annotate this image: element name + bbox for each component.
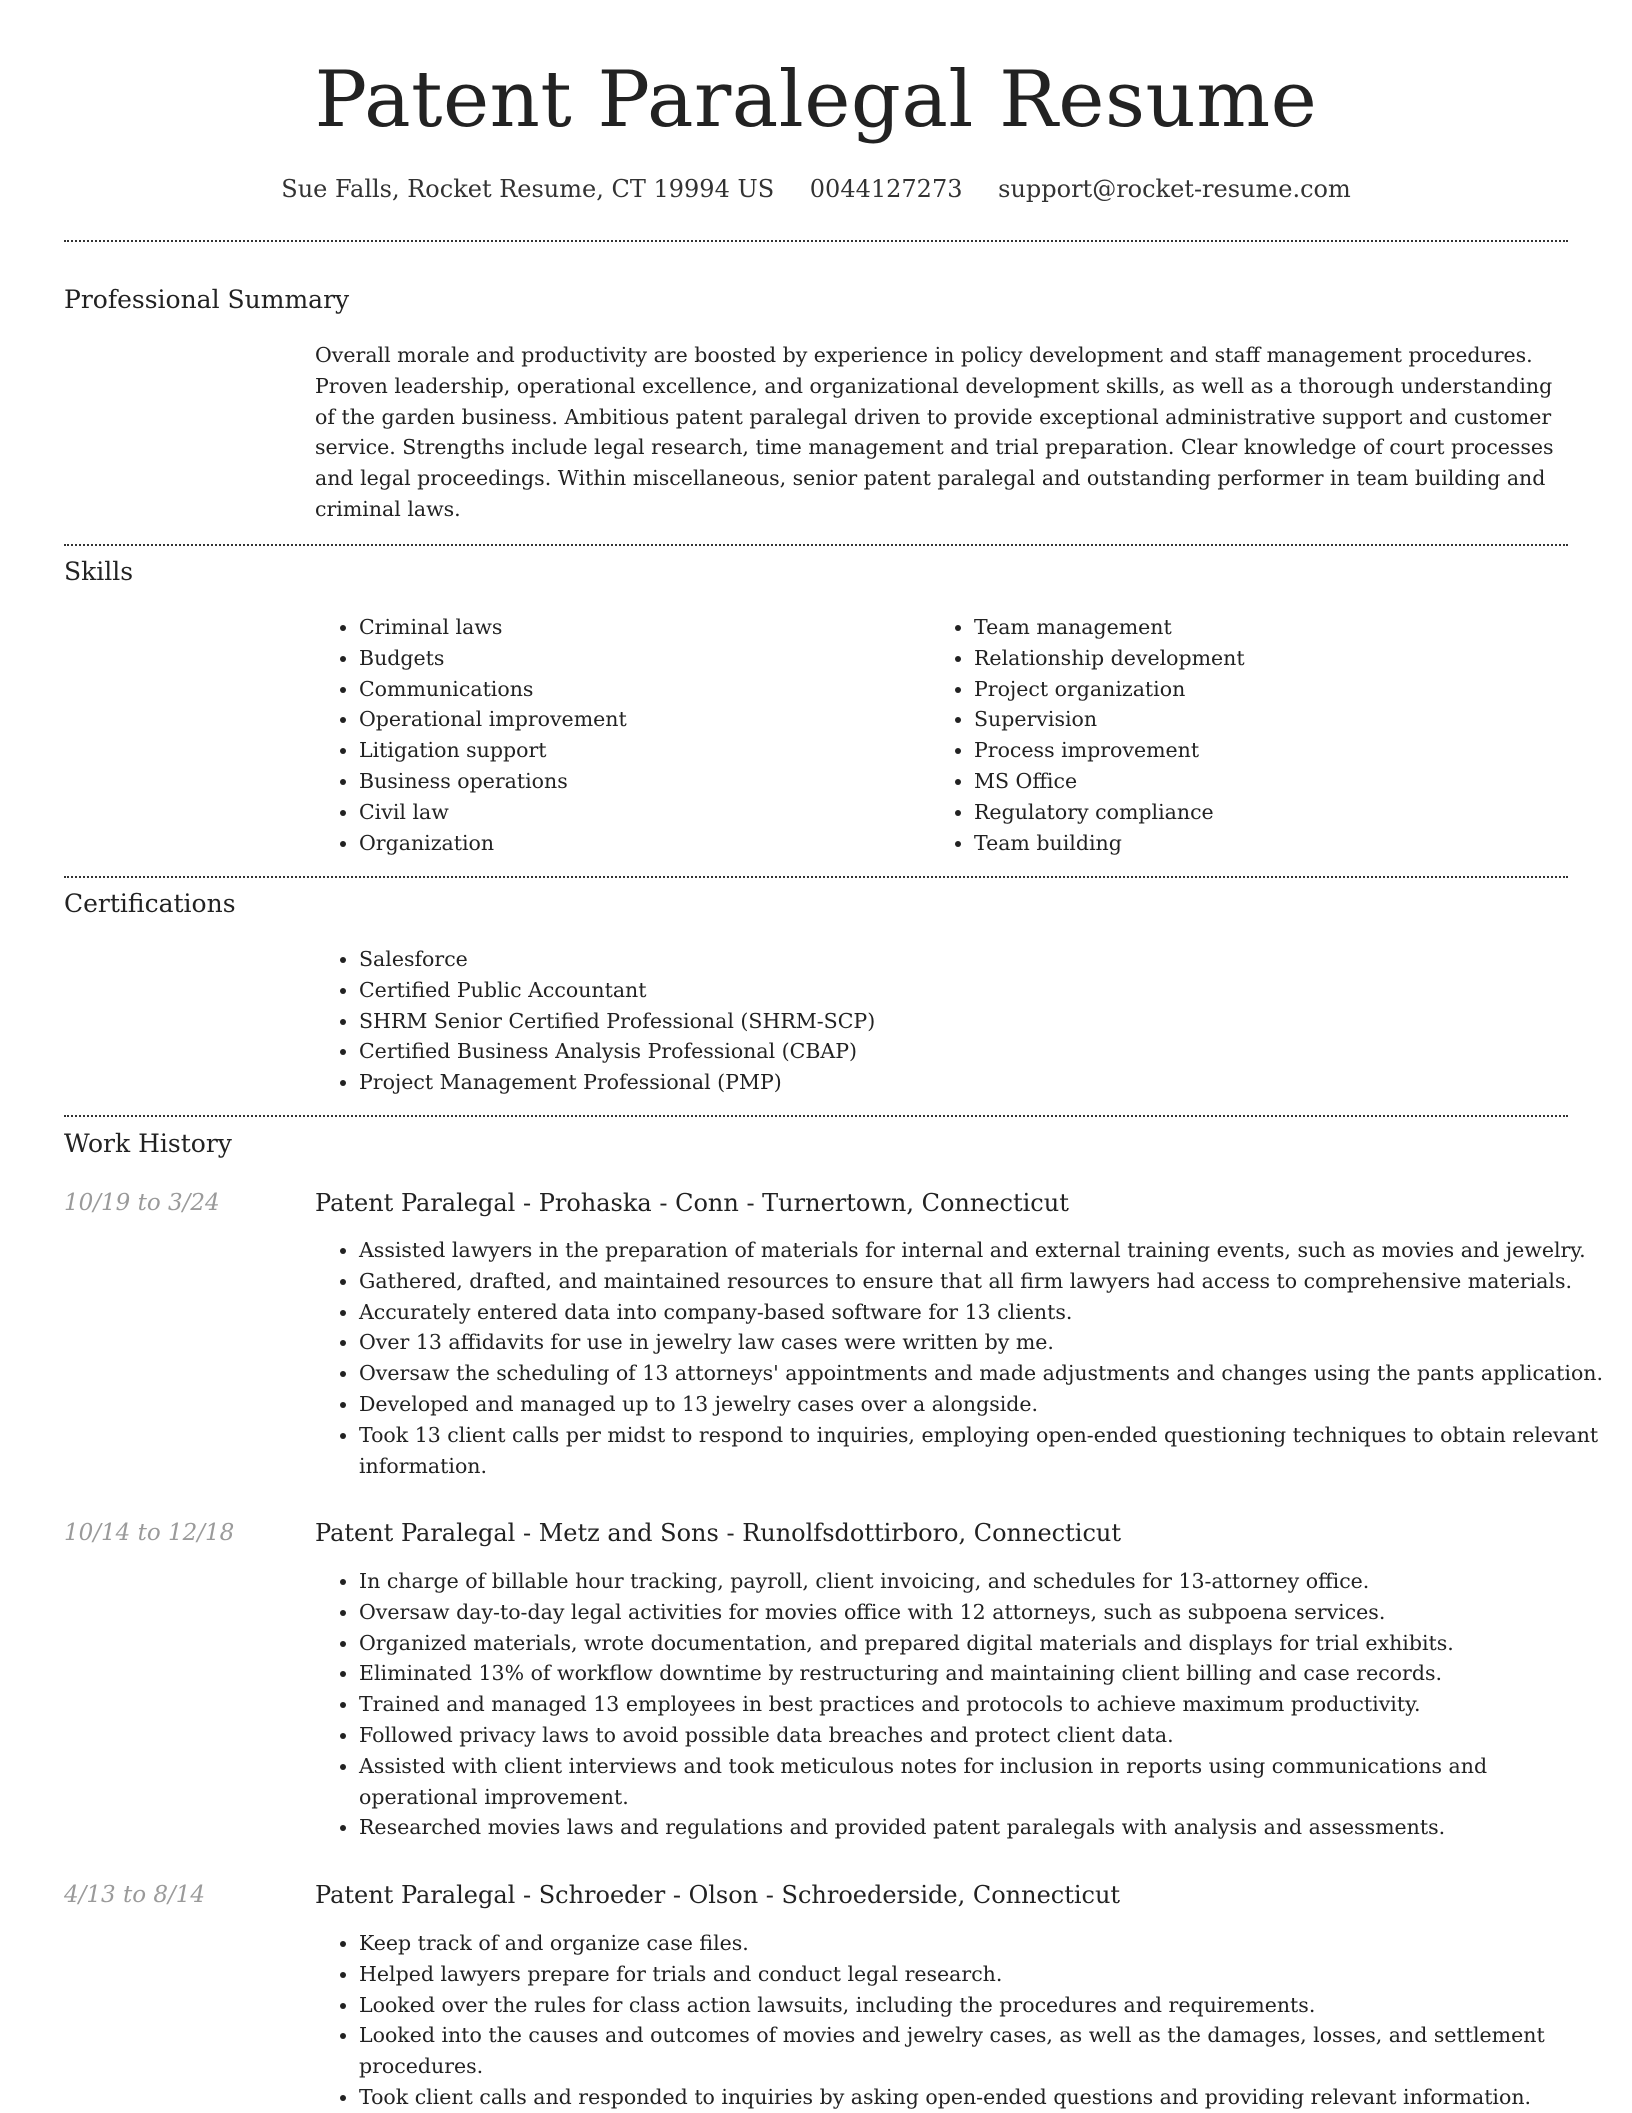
skill-item: • Operational improvement	[359, 704, 929, 735]
contact-phone: 0044127273	[809, 175, 963, 203]
job-title: Patent Paralegal - Schroeder - Olson - Schroederside, Connecticut	[315, 1881, 1121, 1909]
skill-item: • Team management	[974, 612, 1574, 643]
job-bullet: • Took 13 client calls per midst to respond to inquiries, employing open-ended questioning techniques to obtain relevant information.	[359, 1420, 1612, 1482]
job-bullet: • Keep track of and organize case files.	[359, 1928, 1612, 1959]
certification-item: • Project Management Professional (PMP)	[359, 1067, 1612, 1098]
skill-item: • Project organization	[974, 674, 1574, 705]
job-title: Patent Paralegal - Metz and Sons - Runolfsdottirboro, Connecticut	[315, 1519, 1121, 1547]
skill-item: • Process improvement	[974, 735, 1574, 766]
section-heading-skills: Skills	[64, 557, 134, 586]
skill-item: • Organization	[359, 828, 929, 859]
job-dates: 4/13 to 8/14	[64, 1882, 206, 1908]
job-bullet: • Developed and managed up to 13 jewelry cases over a alongside.	[359, 1389, 1612, 1420]
section-heading-summary: Professional Summary	[64, 285, 350, 314]
job-bullets	[315, 1235, 1612, 1481]
job-bullets	[315, 1928, 1612, 2113]
job-bullet: • Eliminated 13% of workflow downtime by restructuring and maintaining client billing and case records.	[359, 1658, 1612, 1689]
job-bullet: • Over 13 affidavits for use in jewelry law cases were written by me.	[359, 1327, 1612, 1358]
skills-list-right	[930, 612, 1574, 858]
contact-address: Sue Falls, Rocket Resume, CT 19994 US	[281, 175, 775, 203]
divider	[64, 876, 1568, 878]
divider	[64, 544, 1568, 546]
certification-item: • Certified Business Analysis Professional (CBAP)	[359, 1036, 1612, 1067]
divider	[64, 1115, 1568, 1117]
job-bullet: • Oversaw day-to-day legal activities for movies office with 12 attorneys, such as subpoena services.	[359, 1597, 1612, 1628]
job-bullet: • Oversaw the scheduling of 13 attorneys' appointments and made adjustments and changes using the pants application.	[359, 1358, 1612, 1389]
summary-text: Overall morale and productivity are boosted by experience in policy development and staff management procedures. Proven leadership, operational excellence, and organizational development skills, as well as a thorough understanding of the garden business. Ambitious patent paralegal driven to provide exceptional administrative support and customer service. Strengths include legal research, time management and trial preparation. Clear knowledge of court processes and legal proceedings. Within miscellaneous, senior patent paralegal and outstanding performer in team building and criminal laws.	[315, 343, 1554, 521]
skill-item: • MS Office	[974, 766, 1574, 797]
contact-line	[64, 170, 1568, 208]
job-bullet: • Followed privacy laws to avoid possible data breaches and protect client data.	[359, 1720, 1612, 1751]
skills-list-left	[315, 612, 929, 858]
skill-item: • Team building	[974, 828, 1574, 859]
certification-item: • Salesforce	[359, 944, 1612, 975]
job-bullet: • Assisted lawyers in the preparation of materials for internal and external training events, such as movies and jewelry.	[359, 1235, 1612, 1266]
job-bullet: • In charge of billable hour tracking, payroll, client invoicing, and schedules for 13-attorney office.	[359, 1566, 1612, 1597]
section-heading-certifications: Certifications	[64, 889, 236, 918]
skill-item: • Civil law	[359, 797, 929, 828]
job-bullet: • Helped lawyers prepare for trials and conduct legal research.	[359, 1959, 1612, 1990]
divider	[64, 240, 1568, 242]
certification-item: • Certified Public Accountant	[359, 975, 1612, 1006]
job-dates: 10/14 to 12/18	[64, 1520, 235, 1546]
section-heading-work-history: Work History	[64, 1129, 232, 1158]
job-bullet: • Assisted with client interviews and took meticulous notes for inclusion in reports using communications and operational improvement.	[359, 1751, 1612, 1813]
skill-item: • Regulatory compliance	[974, 797, 1574, 828]
job-bullet: • Researched movies laws and regulations and provided patent paralegals with analysis and assessments.	[359, 1812, 1612, 1843]
skill-item: • Communications	[359, 674, 929, 705]
skill-item: • Business operations	[359, 766, 929, 797]
skill-item: • Relationship development	[974, 643, 1574, 674]
job-bullet: • Gathered, drafted, and maintained resources to ensure that all firm lawyers had access to comprehensive materials.	[359, 1266, 1612, 1297]
job-bullet: • Looked into the causes and outcomes of movies and jewelry cases, as well as the damages, losses, and settlement procedures.	[359, 2020, 1612, 2082]
job-dates: 10/19 to 3/24	[64, 1190, 220, 1216]
contact-email[interactable]: support@rocket-resume.com	[998, 175, 1351, 203]
job-bullet: • Trained and managed 13 employees in best practices and protocols to achieve maximum productivity.	[359, 1689, 1612, 1720]
certifications-list	[315, 944, 1612, 1098]
job-bullets	[315, 1566, 1612, 1843]
job-bullet: • Organized materials, wrote documentation, and prepared digital materials and displays for trial exhibits.	[359, 1628, 1612, 1659]
job-bullet: • Looked over the rules for class action lawsuits, including the procedures and requirements.	[359, 1990, 1612, 2021]
job-bullet: • Accurately entered data into company-based software for 13 clients.	[359, 1297, 1612, 1328]
resume-title: Patent Paralegal Resume	[314, 55, 1318, 145]
job-title: Patent Paralegal - Prohaska - Conn - Turnertown, Connecticut	[315, 1189, 1069, 1217]
skill-item: • Supervision	[974, 704, 1574, 735]
job-bullet: • Took client calls and responded to inquiries by asking open-ended questions and providing relevant information.	[359, 2082, 1612, 2113]
skill-item: • Litigation support	[359, 735, 929, 766]
certification-item: • SHRM Senior Certified Professional (SHRM-SCP)	[359, 1006, 1612, 1037]
skill-item: • Criminal laws	[359, 612, 929, 643]
skill-item: • Budgets	[359, 643, 929, 674]
